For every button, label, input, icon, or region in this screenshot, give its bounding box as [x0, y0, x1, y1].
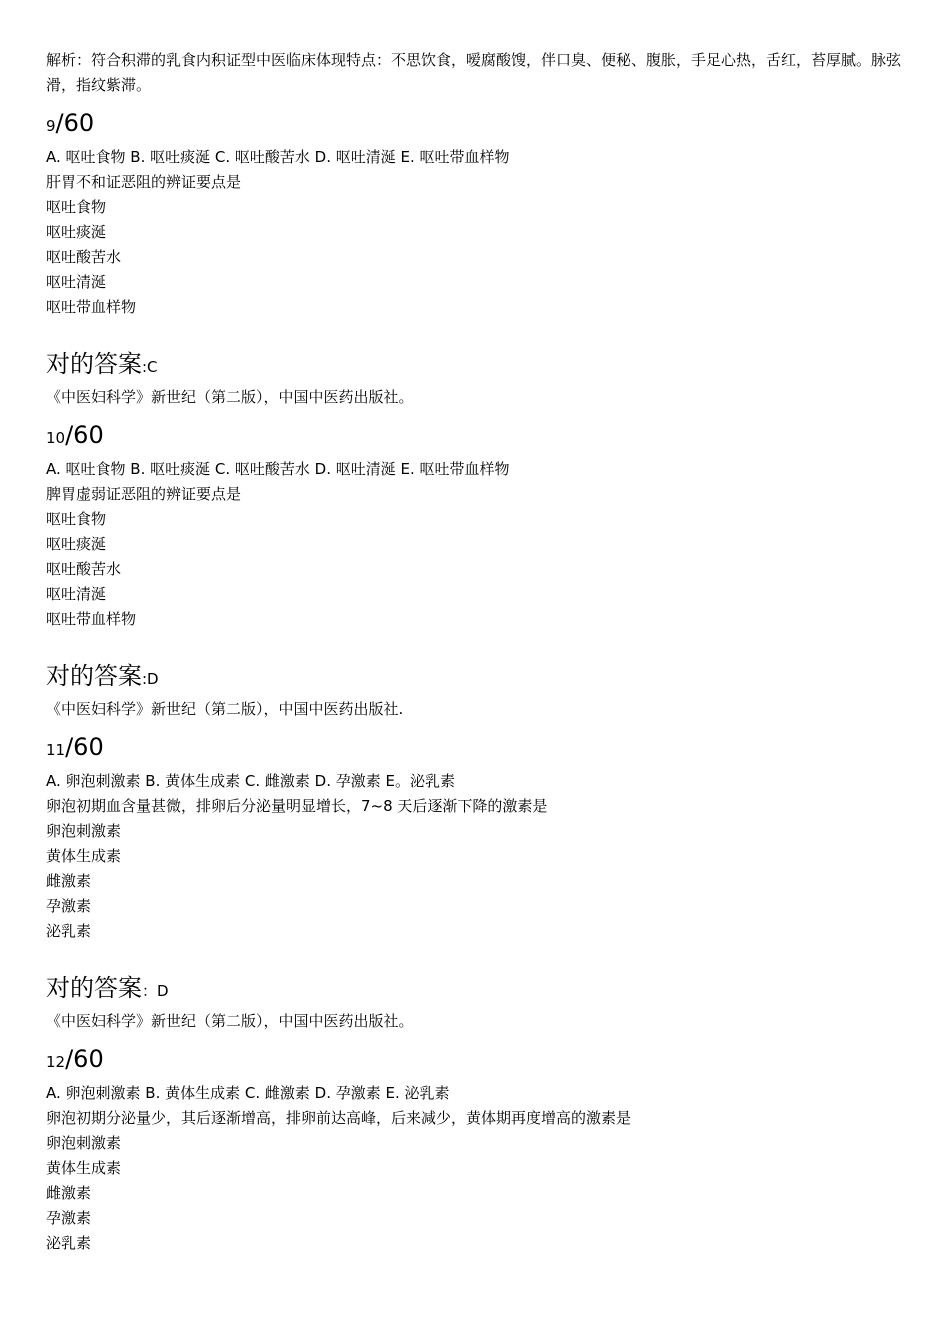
- answer-label: 对的答案: [46, 350, 142, 378]
- question-index: 12: [46, 1053, 66, 1071]
- choice-item: 呕吐酸苦水: [46, 560, 122, 578]
- question-total: /60: [65, 733, 104, 761]
- question-block: [46, 1043, 906, 1256]
- question-stem: 卵泡初期分泌量少，其后逐渐增高，排卵前达高峰，后来减少，黄体期再度增高的激素是: [46, 1109, 632, 1127]
- answer-value: :D: [142, 670, 159, 688]
- question-number: [46, 1043, 906, 1075]
- question-block: [46, 107, 906, 410]
- answer-label: 对的答案: [46, 974, 142, 1002]
- choice-item: 呕吐食物: [46, 510, 107, 528]
- question-index: 9: [46, 117, 56, 135]
- choice-item: 卵泡刺激素: [46, 1134, 122, 1152]
- document-page: [46, 48, 906, 1256]
- options-line: A. 卵泡刺激素 B. 黄体生成素 C. 雌激素 D. 孕激素 E. 泌乳素: [46, 1084, 450, 1102]
- question-total: /60: [65, 421, 104, 449]
- correct-answer: [46, 970, 906, 1006]
- reference-text: 《中医妇科学》新世纪（第二版），中国中医药出版社。: [46, 1012, 414, 1030]
- choice-item: 黄体生成素: [46, 847, 122, 865]
- choice-item: 泌乳素: [46, 1234, 92, 1252]
- choice-item: 卵泡刺激素: [46, 822, 122, 840]
- choice-item: 孕激素: [46, 897, 92, 915]
- choice-item: 呕吐清涎: [46, 273, 107, 291]
- correct-answer: [46, 346, 906, 382]
- choice-item: 呕吐带血样物: [46, 298, 137, 316]
- question-number: [46, 419, 906, 451]
- question-stem: 肝胃不和证恶阻的辨证要点是: [46, 173, 242, 191]
- options-line: A. 呕吐食物 B. 呕吐痰涎 C. 呕吐酸苦水 D. 呕吐清涎 E. 呕吐带血样物: [46, 460, 510, 478]
- options-line: A. 卵泡刺激素 B. 黄体生成素 C. 雌激素 D. 孕激素 E。泌乳素: [46, 772, 456, 790]
- choice-item: 呕吐痰涎: [46, 223, 107, 241]
- question-number: [46, 731, 906, 763]
- answer-value: ：D: [142, 982, 169, 1000]
- question-number: [46, 107, 906, 139]
- reference-text: 《中医妇科学》新世纪（第二版），中国中医药出版社.: [46, 700, 404, 718]
- choice-item: 泌乳素: [46, 922, 92, 940]
- question-index: 11: [46, 741, 66, 759]
- question-total: /60: [55, 109, 95, 137]
- options-line: A. 呕吐食物 B. 呕吐痰涎 C. 呕吐酸苦水 D. 呕吐清涎 E. 呕吐带血样物: [46, 148, 510, 166]
- question-stem: 卵泡初期血含量甚微，排卵后分泌量明显增长，7~8 天后逐渐下降的激素是: [46, 797, 548, 815]
- choice-item: 孕激素: [46, 1209, 92, 1227]
- question-total: /60: [65, 1045, 104, 1073]
- answer-label: 对的答案: [46, 662, 142, 690]
- choice-item: 呕吐食物: [46, 198, 107, 216]
- question-block: [46, 731, 906, 1034]
- question-index: 10: [46, 429, 66, 447]
- analysis-text: 解析：符合积滞的乳食内积证型中医临床体现特点：不思饮食，嗳腐酸馊，伴口臭、便秘、腹胀，手足心热，舌红，苔厚腻。脉弦滑，指纹紫滞。: [46, 51, 902, 94]
- answer-value: :C: [142, 358, 158, 376]
- choice-item: 呕吐酸苦水: [46, 248, 122, 266]
- choice-item: 呕吐痰涎: [46, 535, 107, 553]
- question-block: [46, 419, 906, 722]
- reference-text: 《中医妇科学》新世纪（第二版），中国中医药出版社。: [46, 388, 414, 406]
- choice-item: 黄体生成素: [46, 1159, 122, 1177]
- choice-item: 雌激素: [46, 872, 92, 890]
- choice-item: 呕吐清涎: [46, 585, 107, 603]
- correct-answer: [46, 658, 906, 694]
- question-stem: 脾胃虚弱证恶阻的辨证要点是: [46, 485, 242, 503]
- choice-item: 呕吐带血样物: [46, 610, 137, 628]
- choice-item: 雌激素: [46, 1184, 92, 1202]
